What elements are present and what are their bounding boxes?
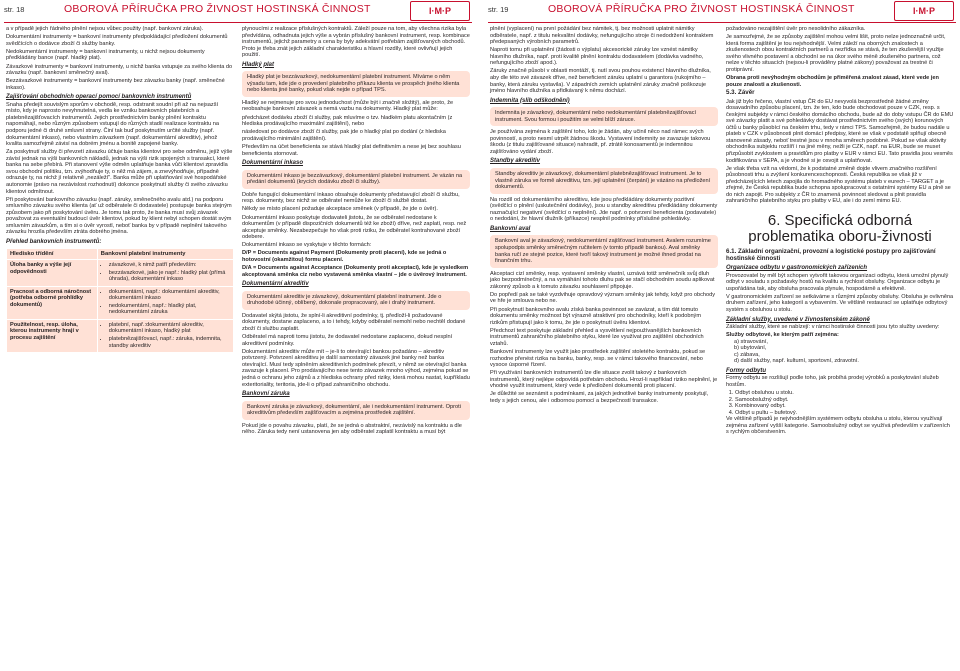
table-row xyxy=(7,260,234,287)
services-list xyxy=(726,332,954,365)
paragraph: požadováno nezajištění úvěr pro nesolidního zákazníka. xyxy=(726,26,866,32)
section-heading: Bankovní záruka xyxy=(242,391,290,398)
table-cell: Pracnost a odborná náročnost (potřeba odborné prohlídky dokumentů) xyxy=(7,286,98,319)
definition-box: Dokumentární inkaso je bezzávazkový, dokumentární platební instrument. Je vázán na předání dokumentů (krycích dodávku zboží či služby). xyxy=(242,170,470,189)
paragraph: a v případě jejich řádného plnění nejsou vůbec použity (např. bankovní záruka). xyxy=(6,26,204,32)
list-item: 1. Odbyt obsluhou u stolu. xyxy=(735,390,954,397)
table-cell xyxy=(97,319,233,352)
section-heading: Bankovní aval xyxy=(490,225,531,232)
table-header: Hledisko třídění xyxy=(7,248,98,260)
paragraph: plnění (vyplacení) na první požádání bez námitek, tj. bez možnosti uplatnit námitky odběratele, např. z titulu nekvalitní dodávky, nefungujícího stroje či nedodržení kontraktem předepsaných výrobních parametrů. xyxy=(490,26,714,46)
paragraph: Odběratel má naproti tomu jistotu, že dodavatel nedostane zaplaceno, dokud nesplní akreditivní podmínky. xyxy=(242,334,453,347)
paragraph: následovat po dodávce zboží či služby, pak jde o hladký plat po dodání (z hlediska prodávajícího minimální zajištění). xyxy=(242,129,446,142)
paragraph: Za poskytnutí služby či převzetí závazku účtuje banka klientovi pro sebe odměnu, jejíž výše závisí jednak na výši bankovních nákladů, jednak na výši rizik spojených s transakcí, které banka na sebe přebírá. Při stanovení výše odměn uplatňuje banka vůči klientovi zpravidla svou obchodní politiku, tzn. zvýhodňuje ty, o něž má zájem, a znevýhodňuje, případně odrazuje ty, na nichž jí relativně „nezáleží". Banka může při uplatňování své hospodářské autonomie (právo na nezávislost rozhodnutí) dokonce poskytnutí služby či svého závazku klientovi odmítnout. xyxy=(6,149,233,195)
section-heading: Dokumentární akreditiv xyxy=(242,281,309,288)
paragraph: Nedokumentární instrumenty = bankovní instrumenty, u nichž nejsou dokumenty předkládány bance (např. hladký plat). xyxy=(6,48,205,62)
list-item: • platební, např.:dokumentární akreditiv, dokumentární inkaso, hladký plat xyxy=(109,322,230,335)
section-heading: Formy odbytu xyxy=(726,367,766,374)
paragraph: Dokumentární inkaso se vyskytuje v těchto formách: xyxy=(242,242,372,249)
table-row xyxy=(7,286,234,319)
paragraph: D/P = Documents against Payment (Dokumenty proti placení), kde se jedná o hotovostní (okamžitou) formu placení. xyxy=(242,250,447,264)
paragraph: Záruky značně působí v oblasti montáží, tj. nutí svou pouhou existencí hlavního dlužníka, aby dle této své závazek dříve, než beneficient záruku uplatní u garantora (rukojmího – banky, která záruku vystavila). V západních zemích uplatnění záruky značně poškozuje jméno hlavního dlužníka a přidkávaný k němu dochází. xyxy=(490,68,711,95)
list-item: 2. Samoobslužný odbyt. xyxy=(735,397,954,404)
section-heading: 5.3. Závěr xyxy=(726,89,755,97)
paragraph: D/A = Documents against Acceptance (Dokumenty proti akceptaci), kde je vysledkem akceptovaná směnka ciz nebo vystavená směnka vlastní – jde o úvěrový instrument. xyxy=(242,265,469,278)
table-cell: Použitelnost, resp. úloha, kterou instrumenty hrají v procesu zajištění xyxy=(7,319,98,352)
paragraph: předcházet dodávku zboží či služby, pak mluvíme o tzv. hladkém platu akontačním (z hlediska prodávajícího maximální zajištění), nebo xyxy=(242,114,453,128)
paragraph: Při poskytování bankovního závazku (např. záruky, směnečného avalu atd.) na podporu smluvního závazku svého klienta (ať už odběratele či dodavatele) postupuje banka stejným způsobem jako při poskytování úvěru. Je tomu tak proto, že banka musí svůj závazek považovat za eventuální budoucí úvěr klientovi, pokud by klient nebyl schopen dostát svým smluvním závazkům, a tím si o úvěr vyrostl, neboť banka by v případě neplnění takového závazku hrozila především ztráta dobrého jména. xyxy=(6,196,232,236)
paragraph: Je důležité se seznámit s podmínkami, za jakých jednotlivé banky instrumenty poskytují, tedy s jejich cenou, ale i odbornou pomocí a bezpečností transakce. xyxy=(490,391,709,404)
list-item: 3. Kombinovaný odbyt. xyxy=(735,403,954,410)
table-row xyxy=(7,319,234,352)
paragraph: Základní služby, které se nabízejí: v rámci hostinské činnosti jsou tyto služby uvedeny: xyxy=(726,324,940,331)
list-item: 4. Odbyt u pultu – bufetový. xyxy=(735,410,954,417)
table-header: Bankovní platební instrumenty xyxy=(97,248,233,260)
header-title: OBOROVÁ PŘÍRUČKA PRO ŽIVNOST HOSTINSKÁ ČINNOST xyxy=(548,3,855,15)
left-column-2 xyxy=(242,26,470,437)
list-item: • bezzávazkové, jako je např.: hladký plat (přímá úhrada), dokumentární inkaso xyxy=(109,270,230,283)
definition-box: Bankovní aval je závazkový, nedokumentární zajišťovací instrument. Avalem rozumíme spolupodpis směnky směnečným ručitelem (v tomto případě bankou). Aval směnky banka ručí ze stejné pozice, které tvoří takový instrument je možné ihned prodat na finančním trhu. xyxy=(490,235,718,267)
page-number: str. 18 xyxy=(4,5,25,14)
instruments-table xyxy=(6,248,234,354)
paragraph: Někdy se místo placení požaduje akceptace směnek (v případě, že jde o úvěr). xyxy=(242,206,438,213)
definition-box: Dokumentární akreditiv je závazkový, dokumentární platební instrument. Jde o druhodobé účinný, oblíbený, dokonale propracovaný, ale i drahý instrument. xyxy=(242,291,470,310)
paragraph: Ve většině případů je nejvhodnějším systémem odbytu obsluha u stolu, kterou využívají zejména zařízení vyšší kategorie. Samoobslužný odbyt se využívá především v zařízeních s rychlým občerstvením. xyxy=(726,416,950,436)
left-column-1 xyxy=(6,26,234,353)
list-item: b) ubytování, xyxy=(734,345,767,352)
paragraph: Naproti tomu při uplatnění (žádosti o výplatu) akcesorické záruky lze vznést námitky hlavního dlužníka, např. proti kvalitě plnění kontraktu dodavatelem (dodávka vadného, nefungujícího zboží apod.). xyxy=(490,47,704,67)
forms-list xyxy=(726,390,954,416)
section-heading: Organizace odbytu v gastronomických zařízeních xyxy=(726,265,868,272)
list-item: d) další služby, např. kulturní, sportovní, zdravotní. xyxy=(734,358,859,365)
paragraph: Dokumentární inkaso poskytuje dodavateli jistotu, že se odběratel nedostane k dokumentům (v případě dispozičních dokumentů též ke zboží) dříve, než zaplatí, resp. než akceptuje směnky. Nezabezpečuje ho však proti riziku, že odběratel kontrahované zboží odebere. xyxy=(242,214,467,241)
table-cell xyxy=(97,260,233,287)
paragraph: Formy odbytu se rozlišují podle toho, jak probíhá prodej výrobků a poskytování služeb hostům. xyxy=(726,375,939,389)
section-heading: Hladký plat xyxy=(242,61,275,68)
page-number: str. 19 xyxy=(488,5,509,14)
paragraph: Jak již bylo řečeno, vlastní vstup ČR do EU nevyvolá bezprostředně žádné změny dosavadního způsobu placení, tzn. že ten, kdo bude obchodovat pouze v CZK, resp. s českými subjekty v rámci českého domácího obchodu, bude až do doby vstupu ČR do EMU své závazky platit a své pohledávky dostávat prostřednictvím svého (svých) korunových účtů u banky působící na českém trhu, tedy v rámci TPS. Samozřejmě, že budou nadále u plateb v CZK v působnosti plnit domácí předpisy, které se však v podstatě splňují obecně stanovené zásady, neboť trestné jsou v mnoha směrech podobné. Pokud se však aktivity obchodníka subjektu rozšíří i na jiné měny, nežli je CZK, např. na EUR, bude se muset přizpůsobit zvyklostem a pravidlům pro platby v EUR v rámci EU. Tato pravidla jsou vesměs kodifikována v SEPA, a je vhodné si je osvojit a uplatňovat. xyxy=(726,98,954,164)
imp-logo: I·M·P xyxy=(410,1,470,21)
definition-box: Bankovní záruka je závazkový, dokumentární, ale i nedokumentární instrument. Oproti akreditivům především zajišťovacím a zejména prostředek zajištění. xyxy=(242,401,470,420)
paragraph: Akceptaci cizí směnky, resp. vystavení směnky vlastní, uznává totiž směnečník svůj dluh jako bezpodmínečný, a na vymáhání tohoto dluhu pak se stačí obchodním soudu aplikovat zákonný způsob a k tomuto závazku souhlasení připojuje. xyxy=(490,270,715,290)
list-item: Služby odbytové, ke kterým patří zejména: xyxy=(726,332,839,339)
list-item: c) zábava, xyxy=(734,351,760,358)
page-header xyxy=(488,0,956,23)
paragraph: V gastronomickém zařízení se setkáváme s různými způsoby obsluhy. Obsluha je ovlivněna druhem zařízení, jeho kategorií a vybavením. Ve většině restaurací se uplatňuje odbytový systém s obsluhou u stolu. xyxy=(726,293,954,313)
definition-box: Standby akreditiv je závazkový, dokumentární platebnězajišťovací instrument. Je to vlastně záruka ve formě akreditivu, tzn. její uplatnění (čerpání) je vázáno na předložení dokumentů. xyxy=(490,168,718,194)
paragraph: Při využívání bankovních instrumentů lze dle situace zvolit takový z bankovních instrumentů, který nejlépe odpovídá potřebám obchodu. Hrozí-li například riziko neplnění, je vhodné využít instrument, který vede k předložení dokumentů proti placení. xyxy=(490,370,718,390)
section-heading: Zajišťování obchodních operací pomocí bankovních instrumentů xyxy=(6,94,192,101)
section-heading: Přehled bankovních instrumentů: xyxy=(6,238,102,245)
right-column-2 xyxy=(726,26,954,438)
paragraph: Předchozí text poskytuje základní přehled a vysvětlení nejpoužívanějších bankovních instrumentů zahraničního platebního styku, které lze využívat pro zajištění obchodních vztahů. xyxy=(490,327,704,347)
page-right xyxy=(484,0,960,671)
paragraph: Je používána zejména k zajištění toho, kdo je žádán, aby učinil něco nad rámec svých povinností, a proto nesmí utrpět žádnou škodu. Vystavení indemnity se zavazuje takovou škodu (z titulu zajišťované situace) nahradit, př. ztrátě konosamentů je indemnitou zajišťováno vydání zboží. xyxy=(490,129,711,155)
paragraph: Především na účet beneficienta se stává hladký plat definitivním a nese jej bez souhlasu beneficienta stornovat. xyxy=(242,143,461,157)
table-cell: Úloha banky a výše její odpovědnosti xyxy=(7,260,98,287)
chapter-title: 6. Specifická odborná problematika oboru-živnosti xyxy=(748,212,932,245)
paragraph: Obrana proti nevýhodným obchodům je přiměřená znalost zásad, které vede jen pouze znalosti a zkušenosti. xyxy=(726,75,939,88)
paragraph: Dodavatel skýtá jistotu, že splní-li akreditivní podmínky, tj. předloží-li požadované dokumenty, dostane zaplaceno, a to i tehdy, kdyby odběratel nemohl nebo nechtěl dodané zboží či službu zaplatit. xyxy=(242,312,466,332)
paragraph: Snaha předejít souvislým sporům v obchodě, resp. odstranit soudní při až na nejsazší místo, kdy je naprosto nevyhnutelná, vedla ke vzniku bankovních platebních a platebnězajišťovacích instrumentů. Jejich prostřednictvím banky plnění kontraktu napomáhají, nebo různým způsobem vstupují do různých stadií realizace kontraktu na podporu jedné či druhé smluvní strany. Činí tak buď poskytnutím určité služby (např. dokumentární inkaso), nebo vlastním závazkem (např. dokumentární akreditiv), jehož kvalita samozřejmě závisí na dobrém jménu a bonitě zapojené banky. xyxy=(6,101,219,148)
paragraph: Dobře fungující dokumentární inkaso obsahuje dokumenty představující zboží či službu, resp. dokumenty, bez nichž se odběratel nemůže ke zboží či službě dostat. xyxy=(242,191,460,205)
section-heading: 6.1. Základní organizační, provozní a logistické postupy pro zajišťování hostinské činnosti xyxy=(726,248,936,262)
paragraph: Hladký se nejmenuje pro svou jednoduchost (může být i značně složitý), ale proto, že neobsahuje bankovní závazek a nemá vazbu na dokumenty. Hladký plat může: xyxy=(242,99,454,113)
list-item: • nedokumentární, např.: hladký plat, nedokumentární záruka xyxy=(109,303,230,316)
page-header xyxy=(4,0,472,23)
paragraph: plynoucími z realizace příslušných kontraktů. Záleží pouze na tom, aby všechna rizika byla předvídána, odhadnuta jejich výše a vybrán příslušný bankovní instrument, resp. kombinace instrumentů, jejichž parametry a cena by byly adekvátní potřebám zajišťovaných obchodů. Proto je třeba znát jejich základní charakteristiku a hlavní rozdíly, které ovlivňují jejich použití. xyxy=(242,26,470,59)
table-cell xyxy=(97,286,233,319)
definition-box: Indemnita je závazkový, dokumentární nebo nedokumentární platebnězajišťovací instrument. Svou formou i použitím se velmi blíží záruce. xyxy=(490,107,718,126)
list-item: • dokumentární, např.: dokumentární akreditiv, dokumentární inkaso xyxy=(109,289,230,302)
paragraph: Bankovní instrumenty lze využít jako prostředek zajištění stoletého kontraktu, pokud se rozhodne přenést rizika na banku, banky, resp. se v rámci takového financování, nebo vysoce úsporné řízení. xyxy=(490,348,706,369)
list-item: a) stravování, xyxy=(734,338,768,345)
page-left xyxy=(0,0,476,671)
section-heading: Dokumentární inkaso xyxy=(242,160,304,167)
paragraph: Na rozdíl od dokumentárního akreditivu, kde jsou předkládány dokumenty pozitivní (svědčící o plnění (uskutečnění dodávky), jsou u standby akreditivu předkládány dokumenty naznačující negativní (svědčící o neplnění). Jde např. o potvrzení beneficienta (podavatele) o nedodání, že hlavní dlužník (příkazce) nesplnil podmínky příslušné pohledávky. xyxy=(490,196,718,223)
list-item: • závazkové, k nimž patří především: xyxy=(109,262,230,269)
paragraph: Při poskytnutí bankovního avalu získá banka povinnost se zavázat, a tím dát tomuto dokumentu směnky možnost být výrazně atraktivní pro obchodníky, kteří k podobným rizikům přistupují jako k tomu, že jde o poskytnutí úvěru klientovi. xyxy=(490,306,702,326)
paragraph: Dokumentární akreditiv může mít – je-li to otevírající bankou požadáno – akreditiv potvrzený. Potvrzení akreditivu je další samostatný závazek jiné banky než banka otevírající. Musí tedy splněním akreditivních podmínek převzít, v němž se otevírající banka zavazuje k placení. Pro prodávajícího nese tento závazek mnoho výhod, zejména pokud se jedná o ochranu jeho zájmů a z hlediska ochrany před riziky, která mohou nastat, kupříkladu exteritoriality, teritoria, jde-li o případ zahraničního obchodu. xyxy=(242,348,470,388)
paragraph: Dokumentární instrumenty = bankovní instrumenty předpokládající předložení dokumentů svědčících o dodávce zboží či služby banky. xyxy=(6,34,228,47)
paragraph: Do popředí pak se také vyzdvihuje opravdový význam směnky jak tehdy, když pro obchody ve hře je smlouva nebo ne. xyxy=(490,291,716,305)
right-column-1 xyxy=(490,26,718,406)
paragraph: Závazkové instrumenty = bankovní instrumenty, u nichž banka vstupuje za svého klienta do závazku (např. bankovní směnečný aval). xyxy=(6,63,233,77)
paragraph: Je samozřejmé, že se způsoby zajištění mohou velmi lišit, proto nelze jednoznačně určit, která forma zajištění je tou nejvhodnější. Velmi záleží na oborných znalostech a zkušenostech obou kontraktních partnerů a nezřídka se stává, že ten zkušenější využije svého vlivného postavení a obchodní se na úkor svého méně zkušeného partnera, což nelze v těchto situacích (nejsou-li prováděny platné zákony) považovat za trestné či protiprávní. xyxy=(726,34,946,73)
paragraph: Provozovatel by měl být schopen vytvořit takovou organizaci odbytu, která umožní plynulý odbyt v souladu s požadavky hostů na kvalitu a rychlost obsluhy. Organizace odbytu je uspořádána tak, aby obsluha pracovala plynule, hospodárně a efektivně. xyxy=(726,272,949,292)
imp-logo: I·M·P xyxy=(894,1,954,21)
paragraph: Pokud jde o povahu závazku, platí, že se jedná o abstraktní, nezávislý na kontraktu a dle něho. Záruka tedy není ustanovena jen aby odběratel zaplatil kontraktu a musí být xyxy=(242,422,462,436)
paragraph: Je však třeba vzít na vědomí, že k podstatné změně dojde vlivem značného rozšíření působnosti trhu a zvýšení konkurenceschopnosti. Česká republika se však již v předcházejících letech zapojila do hromadného systému plateb v eurech – TARGET a je zřejmé, že Česká republika bude schopna spolupracovat s ostatními systémy EU a plně se do nich zapojit. Pro subjekty z ČR to znamená povinnost sledovat a plnit pravidla zahraničního platebního styku pro platby v EU, ale i do zemí mimo EU. xyxy=(726,165,951,205)
list-item: • platebnězajišťovací, např.: záruka, indemnita, standby akreditiv xyxy=(109,336,230,349)
section-heading: Standby akreditiv xyxy=(490,158,541,165)
paragraph: Bezzávazkové instrumenty = bankovní instrumenty bez závazku banky (např. směnečné inkaso). xyxy=(6,78,225,91)
section-heading: Indemnita (slib odškodnění) xyxy=(490,97,570,104)
header-title: OBOROVÁ PŘÍRUČKA PRO ŽIVNOST HOSTINSKÁ ČINNOST xyxy=(64,3,371,15)
section-heading: Základní služby, uvedené v živnostenském zákoně xyxy=(726,316,870,323)
definition-box: Hladký plat je bezzávazkový, nedokumentární platební instrument. Míváme o něm výsadu tam, kde jde o provedení platebního příkazu klienta ve prospěch jiného klienta nebo klienta jiné banky, pokud však nejde o případ TPS. xyxy=(242,71,470,97)
